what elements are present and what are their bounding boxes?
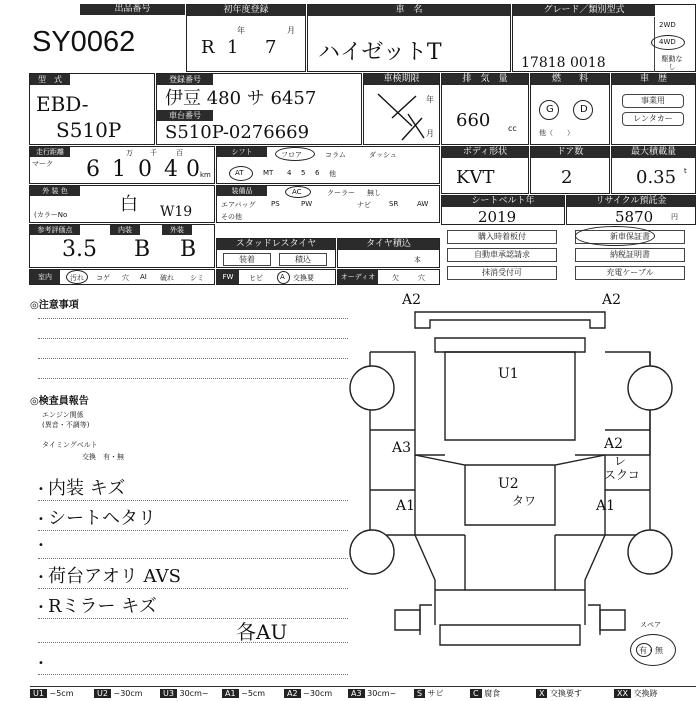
equip-sr: SR (389, 200, 399, 208)
shift-6: 6 (315, 169, 320, 177)
mileage-digit-1: 6 (86, 157, 100, 182)
doc-3: 自動車承認請求 (447, 248, 557, 262)
fuel-label: 燃 料 (531, 74, 609, 85)
shift-at: AT (235, 169, 244, 177)
history-label: 車 歴 (612, 74, 695, 85)
notes-heading: ◎注意事項 (30, 300, 79, 311)
legend-desc-s: サビ (427, 689, 444, 698)
inspection-label: 車検期限 (364, 74, 439, 85)
drive-4wd-circle (651, 35, 685, 50)
interior-codes-label: 室内 (30, 270, 60, 284)
doc-1: 購入時着板付 (447, 230, 557, 244)
shift-mt: MT (263, 169, 274, 177)
doc-2-circle (575, 226, 655, 246)
color-label: 外 装 色 (30, 186, 80, 196)
legend-desc-xx: 交換跡 (633, 689, 658, 698)
legend-code-u1: U1 (30, 689, 47, 698)
engine-sub: (異音・不調等) (42, 421, 90, 429)
equip-aw: AW (417, 200, 429, 208)
legend-desc-u2: ~30cm (113, 689, 143, 698)
doc-4: 納税証明書 (575, 248, 685, 262)
grade-value: 17818 0018 (521, 55, 606, 71)
load-box (611, 146, 696, 194)
equip-other: その他 (221, 213, 242, 221)
recycle-unit: 円 (671, 213, 678, 221)
grade-score: 3.5 (62, 237, 97, 262)
body-label: ボディ形状 (442, 147, 528, 158)
displacement-unit: cc (508, 124, 517, 133)
legend-code-a2: A2 (284, 689, 301, 698)
body-value: KVT (456, 167, 495, 188)
mark-roof-note: タワ (512, 494, 537, 508)
mileage-scale-man: 万 (126, 149, 133, 157)
documents-box (441, 226, 696, 286)
legend-code-u3: U3 (160, 689, 177, 698)
doc-5: 抹消受付可 (447, 266, 557, 280)
fw-a: A (280, 273, 285, 281)
legend-desc-c: 腐食 (484, 689, 501, 698)
grades-label: 参考評価点 (30, 225, 80, 235)
code-dirty-circle (66, 270, 88, 284)
load-unit: t (684, 167, 687, 175)
mark-right-side-note2: スクコ (604, 468, 640, 482)
report-line-1: 内装 キズ (48, 478, 126, 499)
interior-grade: B (134, 237, 151, 262)
mileage-label: 走行距離 (30, 147, 70, 157)
doors-label: ドア数 (531, 147, 609, 158)
first-reg-month: 7 (265, 37, 277, 58)
audio-hole: 穴 (418, 274, 425, 282)
fuel-box (530, 73, 610, 145)
car-name-value: ハイゼットT (318, 40, 442, 65)
tire-value: 本 (414, 256, 421, 264)
chassis-value: S510P-0276669 (165, 122, 310, 143)
shift-label: シフト (217, 147, 267, 157)
report-line-5: Rミラー キズ (48, 596, 157, 617)
code-ai: AI (140, 273, 147, 281)
spare-value: 有・無 (639, 646, 663, 655)
studless-label: スタッドレスタイヤ (217, 239, 335, 250)
code-dirty: 汚れ (70, 274, 84, 282)
inspection-strike-mark (372, 88, 432, 144)
studless-box (216, 238, 336, 268)
first-reg-era: R (201, 37, 215, 58)
color-value: 白 (120, 194, 138, 215)
fuel-other: 他（ ） (539, 129, 574, 137)
lot-number-value: SY0062 (32, 26, 136, 58)
windshield-box (216, 269, 336, 285)
legend-desc-a1: ~5cm (241, 689, 266, 698)
color-code-label: (カラーNo (34, 211, 68, 219)
body-box (441, 146, 529, 194)
recycle-label: リサイクル預託金 (567, 196, 695, 207)
lot-number-box (10, 4, 185, 72)
report-line-2: シートヘタリ (48, 508, 156, 529)
first-reg-year: 1 (227, 37, 239, 58)
reg-no-label: 登録番号 (157, 74, 213, 85)
drive-4wd: 4WD (659, 38, 676, 46)
legend-code-a3: A3 (348, 689, 365, 698)
mark-left-side: A3 (392, 440, 412, 456)
equip-ac: AC (292, 188, 302, 196)
code-burn: コゲ (96, 274, 110, 282)
month-label: 月 (287, 26, 295, 35)
legend-desc-a3: 30cm~ (367, 689, 397, 698)
fw-replace: 交換要 (293, 274, 314, 282)
color-box (29, 185, 215, 223)
history-business: 事業用 (622, 94, 684, 108)
doc-6: 充電ケーブル (575, 266, 685, 280)
tire-box (337, 238, 440, 268)
color-code: W19 (160, 204, 193, 220)
audio-missing: 欠 (392, 274, 399, 282)
shift-box (216, 146, 440, 184)
seatbelt-label: シートベルト年 (442, 196, 564, 207)
legend-code-a1: A1 (222, 689, 239, 698)
code-hole: 穴 (122, 274, 129, 282)
legend-code-x: X (536, 689, 547, 698)
recycle-value: 5870 (615, 208, 654, 226)
equip-pw: PW (301, 200, 313, 208)
studless-installed: 装着 (223, 253, 271, 266)
load-label: 最大積載量 (612, 147, 695, 158)
report-line-6: 各AU (236, 620, 288, 644)
legend-code-xx: XX (614, 689, 631, 698)
equipment-label: 装備品 (217, 186, 267, 196)
recycle-box (566, 195, 696, 225)
inspection-year-label: 年 (426, 95, 434, 104)
shift-column: コラム (325, 151, 346, 159)
model-line1: EBD- (36, 92, 89, 116)
mileage-box (29, 146, 215, 184)
mark-rear-left: A2 (402, 292, 422, 308)
mark-roof: U2 (498, 476, 519, 492)
model-box (29, 73, 155, 145)
mark-rear-right: A2 (602, 292, 622, 308)
legend-desc-x: 交換要す (550, 689, 583, 698)
windshield-label: FW (217, 270, 239, 284)
mileage-mark: マーク (32, 160, 53, 168)
fuel-d: D (580, 104, 588, 115)
mileage-scale-hyaku: 百 (176, 149, 183, 157)
first-registration-label: 初年度登録 (187, 5, 305, 16)
tire-label: タイヤ積込 (338, 239, 439, 250)
reg-no-value: 伊豆 480 サ 6457 (165, 88, 317, 109)
shift-4: 4 (287, 169, 292, 177)
doors-value: 2 (561, 167, 573, 188)
grade-box (512, 4, 696, 72)
chassis-label: 車台番号 (157, 110, 213, 121)
legend-code-c: C (470, 689, 482, 698)
seatbelt-box (441, 195, 565, 225)
shift-floor: フロア (281, 151, 302, 159)
grades-box (29, 224, 215, 268)
exterior-label: 外装 (162, 225, 192, 235)
drive-2wd: 2WD (659, 21, 676, 29)
grade-label: グレード／類別型式 (513, 5, 655, 16)
fuel-g: G (546, 104, 554, 115)
mileage-unit: km (200, 171, 211, 179)
mark-right-side-note1: レ (614, 454, 627, 468)
inspector-heading: ◎検査員報告 (30, 396, 89, 407)
report-line-4: 荷台アオリ AVS (48, 566, 181, 587)
exterior-grade: B (180, 237, 197, 262)
mark-right-door: A1 (596, 498, 616, 514)
equip-airbag: エアバッグ (221, 201, 256, 209)
displacement-box (441, 73, 529, 145)
audio-box (337, 269, 440, 285)
history-box (611, 73, 696, 145)
mark-left-door: A1 (396, 498, 416, 514)
legend-desc-a2: ~30cm (303, 689, 333, 698)
studless-loaded: 積込 (279, 253, 327, 266)
car-name-box (307, 4, 511, 72)
spare-label: スペア (640, 621, 661, 629)
legend-code-s: S (414, 689, 425, 698)
equip-navi: ナビ (357, 201, 371, 209)
car-name-label: 車 名 (308, 5, 510, 16)
lot-number-label: 出品番号 (80, 4, 185, 15)
doors-box (530, 146, 610, 194)
mark-right-side: A2 (604, 436, 624, 452)
mark-bed: U1 (498, 366, 519, 382)
shift-other: 他 (329, 170, 336, 178)
equip-ps: PS (271, 200, 280, 208)
code-stain: シミ (190, 274, 204, 282)
timing-sub: 交換 有・無 (82, 453, 124, 461)
equip-none: 無し (367, 189, 381, 197)
year-label: 年 (237, 26, 245, 35)
shift-5: 5 (301, 169, 306, 177)
legend-code-u2: U2 (94, 689, 111, 698)
code-tear: 破れ (160, 274, 174, 282)
fw-crack: ヒビ (249, 274, 263, 282)
timing-label: タイミングベルト (42, 441, 98, 449)
mileage-digit-4: 4 (164, 157, 178, 182)
seatbelt-value: 2019 (478, 208, 517, 226)
engine-label: エンジン関係 (42, 411, 84, 419)
mileage-digit-5: 0 (186, 157, 200, 182)
load-value: 0.35 (636, 167, 677, 188)
equip-cooler: クーラー (327, 189, 355, 197)
shift-dash: ダッシュ (369, 151, 397, 159)
interior-label: 内装 (110, 225, 140, 235)
first-registration-box (186, 4, 306, 72)
interior-codes-box (29, 269, 215, 285)
mileage-digit-2: 1 (112, 157, 126, 182)
history-rental: レンタカー (622, 112, 684, 126)
drive-none: 駆動なし (661, 55, 683, 71)
model-line2: S510P (56, 118, 122, 142)
equipment-box (216, 185, 440, 223)
mileage-scale-sen: 千 (150, 149, 157, 157)
audio-label: オーディオ (338, 270, 378, 284)
doc-2: 新車保証書 (575, 230, 685, 244)
inspection-box (363, 73, 440, 145)
model-label: 型 式 (30, 74, 70, 85)
registration-box (156, 73, 362, 145)
legend-desc-u1: ~5cm (49, 689, 74, 698)
inspection-month-label: 月 (426, 129, 434, 138)
displacement-label: 排 気 量 (442, 74, 528, 85)
displacement-value: 660 (456, 110, 491, 131)
mileage-digit-3: 0 (138, 157, 152, 182)
legend-desc-u3: 30cm~ (179, 689, 209, 698)
